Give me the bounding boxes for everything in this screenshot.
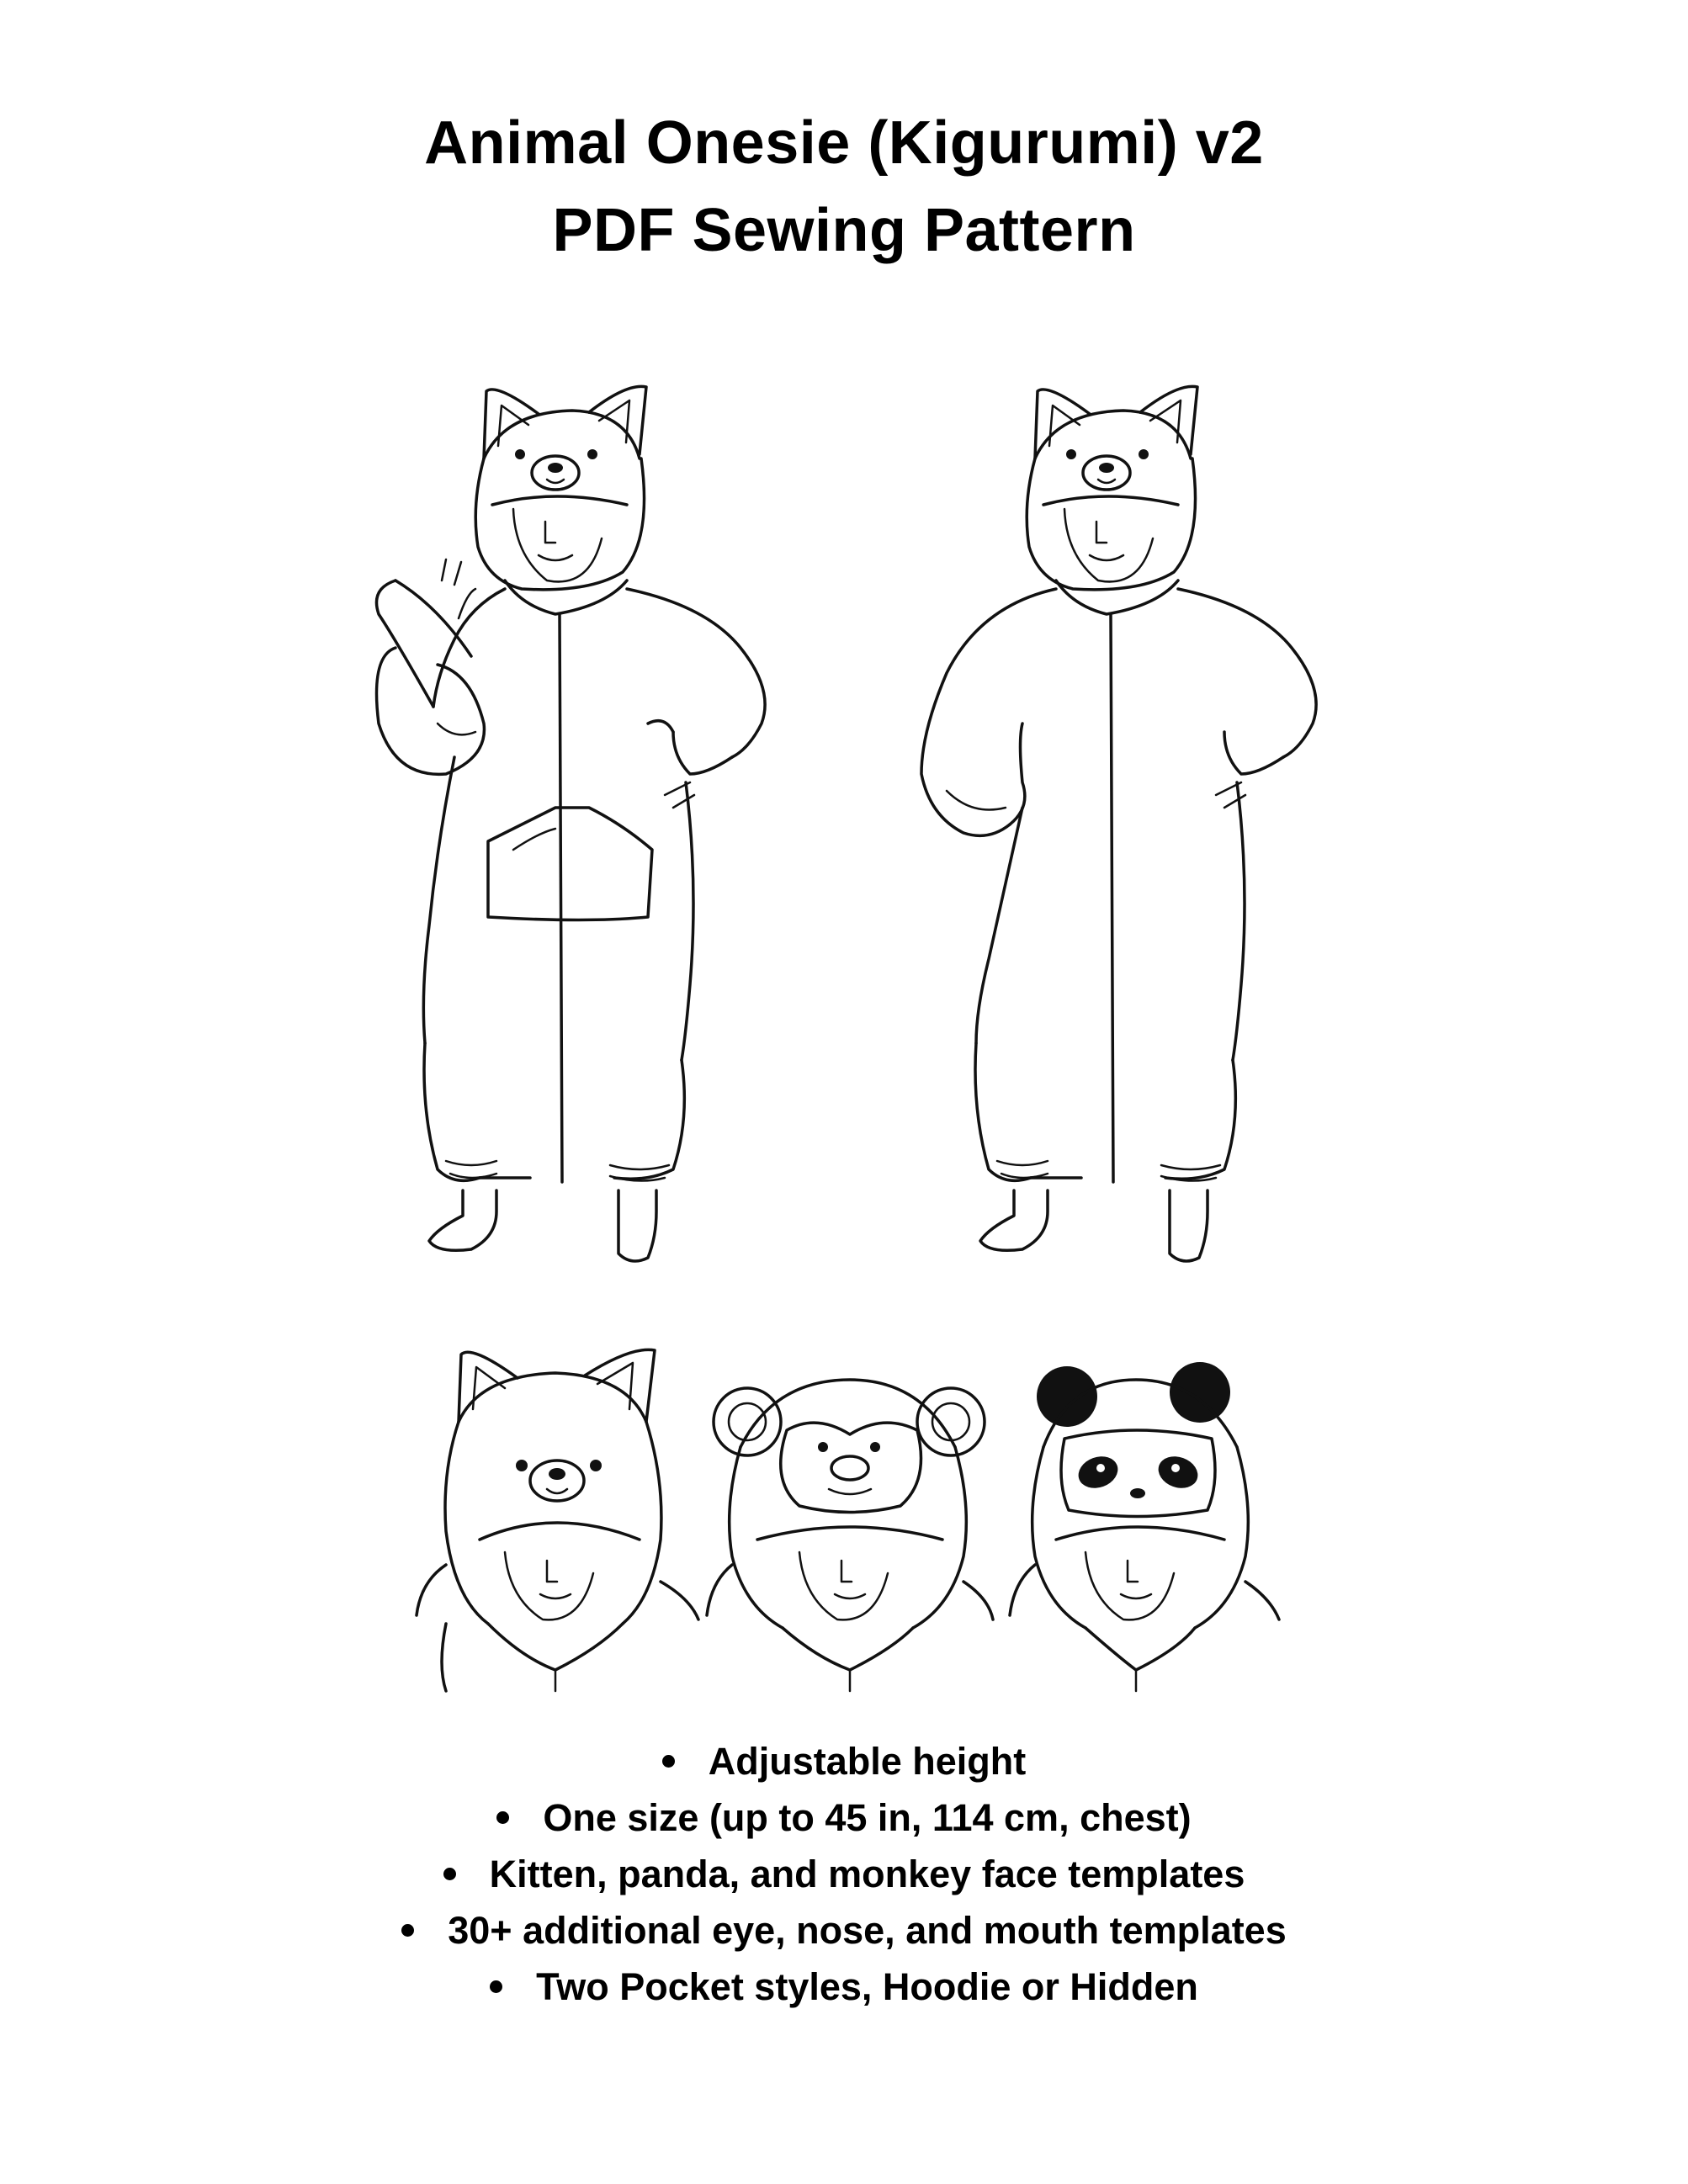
bullet-icon — [662, 1755, 675, 1768]
panda-hood-icon — [1010, 1362, 1279, 1691]
feature-item — [0, 1789, 1688, 1846]
feature-item — [0, 1733, 1688, 1789]
kitten-onesie-front-with-pocket-icon — [377, 386, 766, 1261]
title-line-2: PDF Sewing Pattern — [552, 197, 1136, 264]
feature-list — [0, 1733, 1688, 2015]
bullet-icon — [401, 1924, 414, 1937]
monkey-hood-icon — [707, 1380, 993, 1691]
feature-text: Two Pocket styles, Hoodie or Hidden — [536, 1965, 1198, 2008]
kitten-hood-icon — [417, 1349, 698, 1691]
feature-text: One size (up to 45 in, 114 cm, chest) — [543, 1796, 1192, 1839]
kitten-onesie-front-hidden-pocket-icon — [921, 386, 1316, 1261]
feature-item — [0, 1959, 1688, 2015]
feature-item — [0, 1902, 1688, 1959]
feature-text: 30+ additional eye, nose, and mouth templates — [448, 1909, 1287, 1952]
feature-text: Adjustable height — [708, 1740, 1027, 1783]
bullet-icon — [443, 1868, 456, 1880]
bullet-icon — [496, 1811, 509, 1824]
title-line-1: Animal Onesie (Kigurumi) v2 — [424, 109, 1264, 177]
feature-item — [0, 1846, 1688, 1902]
bullet-icon — [490, 1980, 502, 1993]
feature-text: Kitten, panda, and monkey face templates — [489, 1853, 1245, 1895]
